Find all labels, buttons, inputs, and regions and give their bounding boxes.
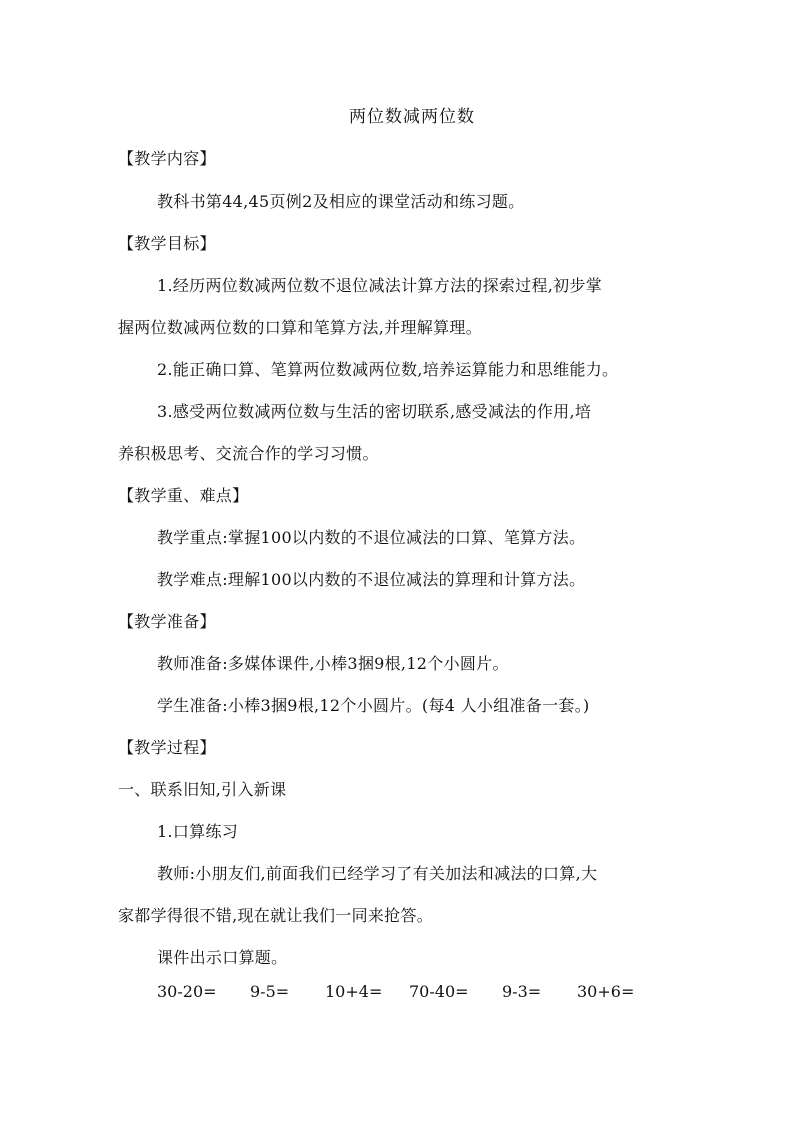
key-point: 教学重点:掌握100以内数的不退位减法的口算、笔算方法。: [157, 528, 586, 547]
teacher-line1: 教师:小朋友们,前面我们已经学习了有关加法和减法的口算,大: [157, 864, 598, 883]
teacher-prep: 教师准备:多媒体课件,小棒3捆9根,12个小圆片。: [157, 654, 509, 673]
part1-heading: 一、联系旧知,引入新课: [118, 780, 287, 799]
exercise-item: 30-20=: [157, 982, 217, 1001]
exercise-item: 10+4=: [325, 982, 383, 1001]
page-title: 两位数减两位数: [349, 107, 475, 127]
prep-heading: 【教学准备】: [118, 612, 216, 631]
goal3-line1: 3.感受两位数减两位数与生活的密切联系,感受减法的作用,培: [157, 402, 592, 421]
exercise-item: 9-5=: [250, 982, 290, 1001]
teacher-line2: 家都学得很不错,现在就让我们一同来抢答。: [118, 906, 434, 925]
goal1-line2: 握两位数减两位数的口算和笔算方法,并理解算理。: [118, 318, 482, 337]
goal1-line1: 1.经历两位数减两位数不退位减法计算方法的探索过程,初步掌: [157, 276, 603, 295]
content-text: 教科书第44,45页例2及相应的课堂活动和练习题。: [157, 192, 525, 211]
goal3-line2: 养积极思考、交流合作的学习习惯。: [118, 444, 379, 463]
exercise-item: 30+6=: [577, 982, 635, 1001]
process-heading: 【教学过程】: [118, 738, 216, 757]
exercise-item: 9-3=: [502, 982, 542, 1001]
goals-heading: 【教学目标】: [118, 234, 216, 253]
courseware-line: 课件出示口算题。: [157, 948, 288, 967]
key-heading: 【教学重、难点】: [118, 486, 249, 505]
exercise-item: 70-40=: [409, 982, 469, 1001]
goal2: 2.能正确口算、笔算两位数减两位数,培养运算能力和思维能力。: [157, 360, 619, 379]
difficult-point: 教学难点:理解100以内数的不退位减法的算理和计算方法。: [157, 570, 586, 589]
step1: 1.口算练习: [157, 822, 239, 841]
student-prep: 学生准备:小棒3捆9根,12个小圆片。(每4 人小组准备一套。): [157, 696, 590, 715]
content-heading: 【教学内容】: [118, 149, 216, 168]
